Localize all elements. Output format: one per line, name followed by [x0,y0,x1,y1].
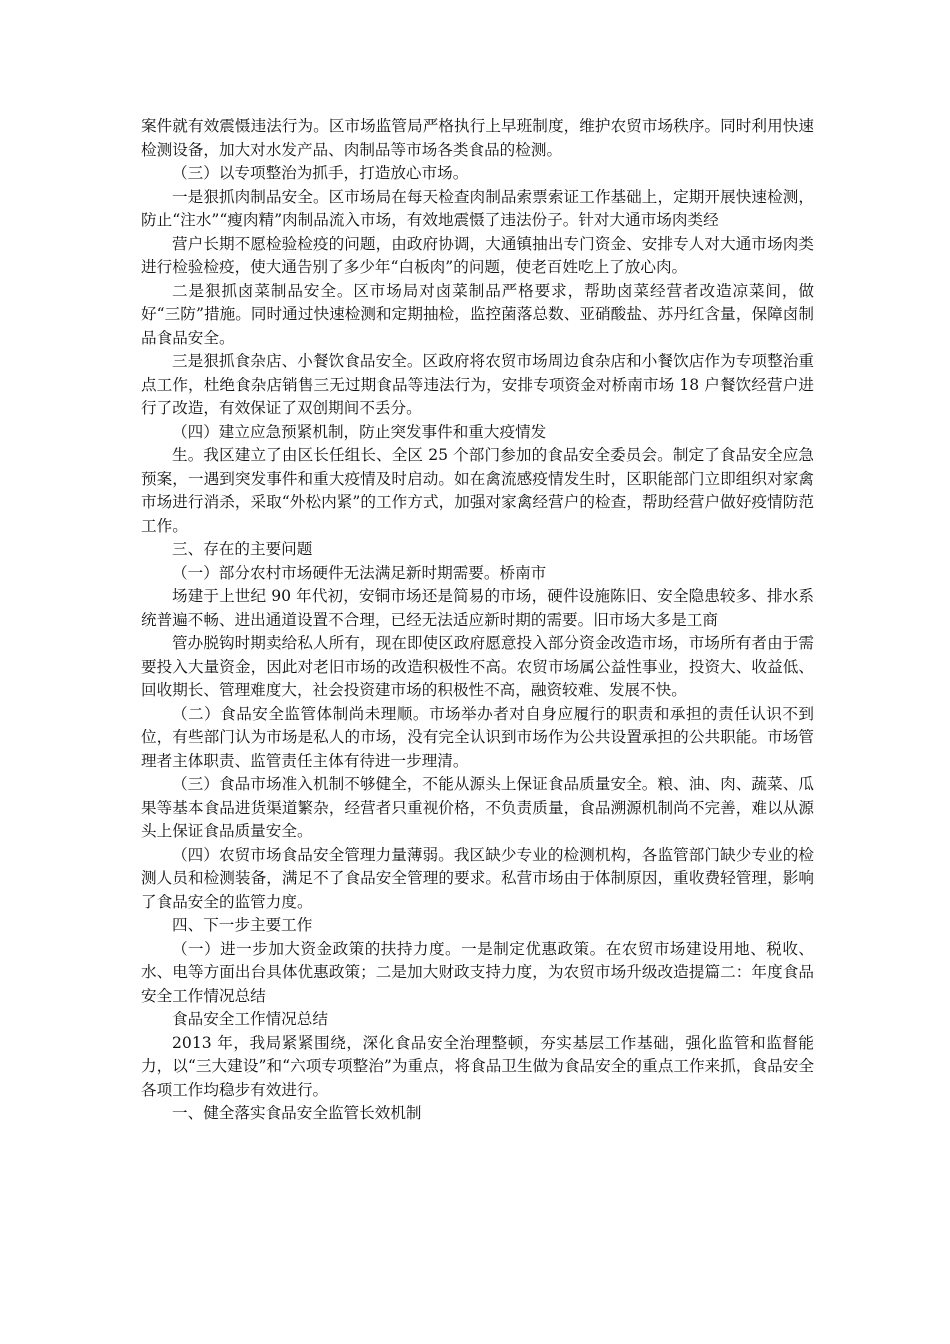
problem-1-heading: （一）部分农村市场硬件无法满足新时期需要。桥南市 [172,563,547,582]
problem-2: （二）食品安全监管体制尚未理顺。市场举办者对自身应履行的职责和承担的责任认识不到位，有些部门认为市场是私人的市场，没有完全认识到市场作为公共设置承担的公共职能。市场管理者主体职责、监管责任主体有待进一步理清。 [141,704,814,770]
paragraph-1: 案件就有效震慑违法行为。区市场监管局严格执行上早班制度，维护农贸市场秩序。同时利用快速检测设备，加大对水发产品、肉制品等市场各类食品的检测。 [141,117,814,159]
problem-4: （四）农贸市场食品安全管理力量薄弱。我区缺少专业的检测机构，各监管部门缺少专业的检测人员和检测装备，满足不了食品安全管理的要求。私营市场由于体制原因，重收费轻管理，影响了食品安全的监管力度。 [141,845,814,911]
paragraph-meat-safety: 一是狠抓肉制品安全。区市场局在每天检查肉制品索票索证工作基础上，定期开展快速检测，防止“注水”“瘦肉精”肉制品流入市场，有效地震慑了违法份子。针对大通市场肉类经 [141,187,814,229]
next-step-1: （一）进一步加大资金政策的扶持力度。一是制定优惠政策。在农贸市场建设用地、税收、水、电等方面出台具体优惠政策；二是加大财政支持力度，为农贸市场升级改造提篇二：年度食品安全工作情况总结 [141,939,814,1005]
section-heading-3: （三）以专项整治为抓手，打造放心市场。 [172,164,469,182]
paragraph-small-restaurants: 三是狠抓食杂店、小餐饮食品安全。区政府将农贸市场周边食杂店和小餐饮店作为专项整治重点工作，杜绝食杂店销售三无过期食品等违法行为，安排专项资金对桥南市场 18 户餐饮经营户进行了改造，有效保证了双创期间不丢分。 [141,352,814,417]
paragraph-braised-food: 二是狠抓卤菜制品安全。区市场局对卤菜制品严格要求，帮助卤菜经营者改造凉菜间，做好“三防”措施。同时通过快速检测和定期抽检，监控菌落总数、亚硝酸盐、苏丹红含量，保障卤制品食品安全。 [141,281,814,347]
paragraph-emergency: 生。我区建立了由区长任组长、全区 25 个部门参加的食品安全委员会。制定了食品安全应急预案，一遇到突发事件和重大疫情及时启动。如在禽流感疫情发生时，区职能部门立即组织对家禽市场进行消杀，采取“外松内紧”的工作方式，加强对家禽经营户的检查，帮助经营户做好疫情防范工作。 [141,446,814,535]
heading-main-problems: 三、存在的主要问题 [172,540,313,558]
paragraph-meat-inspection: 营户长期不愿检验检疫的问题，由政府协调，大通镇抽出专门资金、安排专人对大通市场肉类进行检验检疫，使大通告别了多少年“白板肉”的问题，使老百姓吃上了放心肉。 [141,234,814,276]
paragraph-market-hardware: 场建于上世纪 90 年代初，安铜市场还是简易的市场，硬件设施陈旧、安全隐患较多、排水系统普遍不畅、进出通道设置不合理，已经无法适应新时期的需要。旧市场大多是工商 [141,587,814,629]
problem-3: （三）食品市场准入机制不够健全，不能从源头上保证食品质量安全。粮、油、肉、蔬菜、瓜果等基本食品进货渠道繁杂，经营者只重视价格，不负责质量，食品溯源机制尚不完善，难以从源头上保证食品质量安全。 [141,775,814,840]
section-heading-4: （四）建立应急预紧机制，防止突发事件和重大疫情发 [172,422,547,441]
heading-next-steps: 四、下一步主要工作 [172,916,313,934]
heading-long-term-mechanism: 一、健全落实食品安全监管长效机制 [172,1104,422,1122]
summary-title: 食品安全工作情况总结 [172,1010,328,1028]
document-body [141,115,814,1126]
paragraph-market-ownership: 管办脱钩时期卖给私人所有，现在即使区政府愿意投入部分资金改造市场，市场所有者由于需要投入大量资金，因此对老旧市场的改造积极性不高。农贸市场属公益性事业，投资大、收益低、回收期长、管理难度大，社会投资建市场的积极性不高，融资较难、发展不快。 [141,634,814,699]
paragraph-2013-summary: 2013 年，我局紧紧围绕，深化食品安全治理整顿，夯实基层工作基础，强化监管和监督能力，以“三大建设”和“六项专项整治”为重点，将食品卫生做为食品安全的重点工作来抓，食品安全各项工作均稳步有效进行。 [141,1033,814,1099]
